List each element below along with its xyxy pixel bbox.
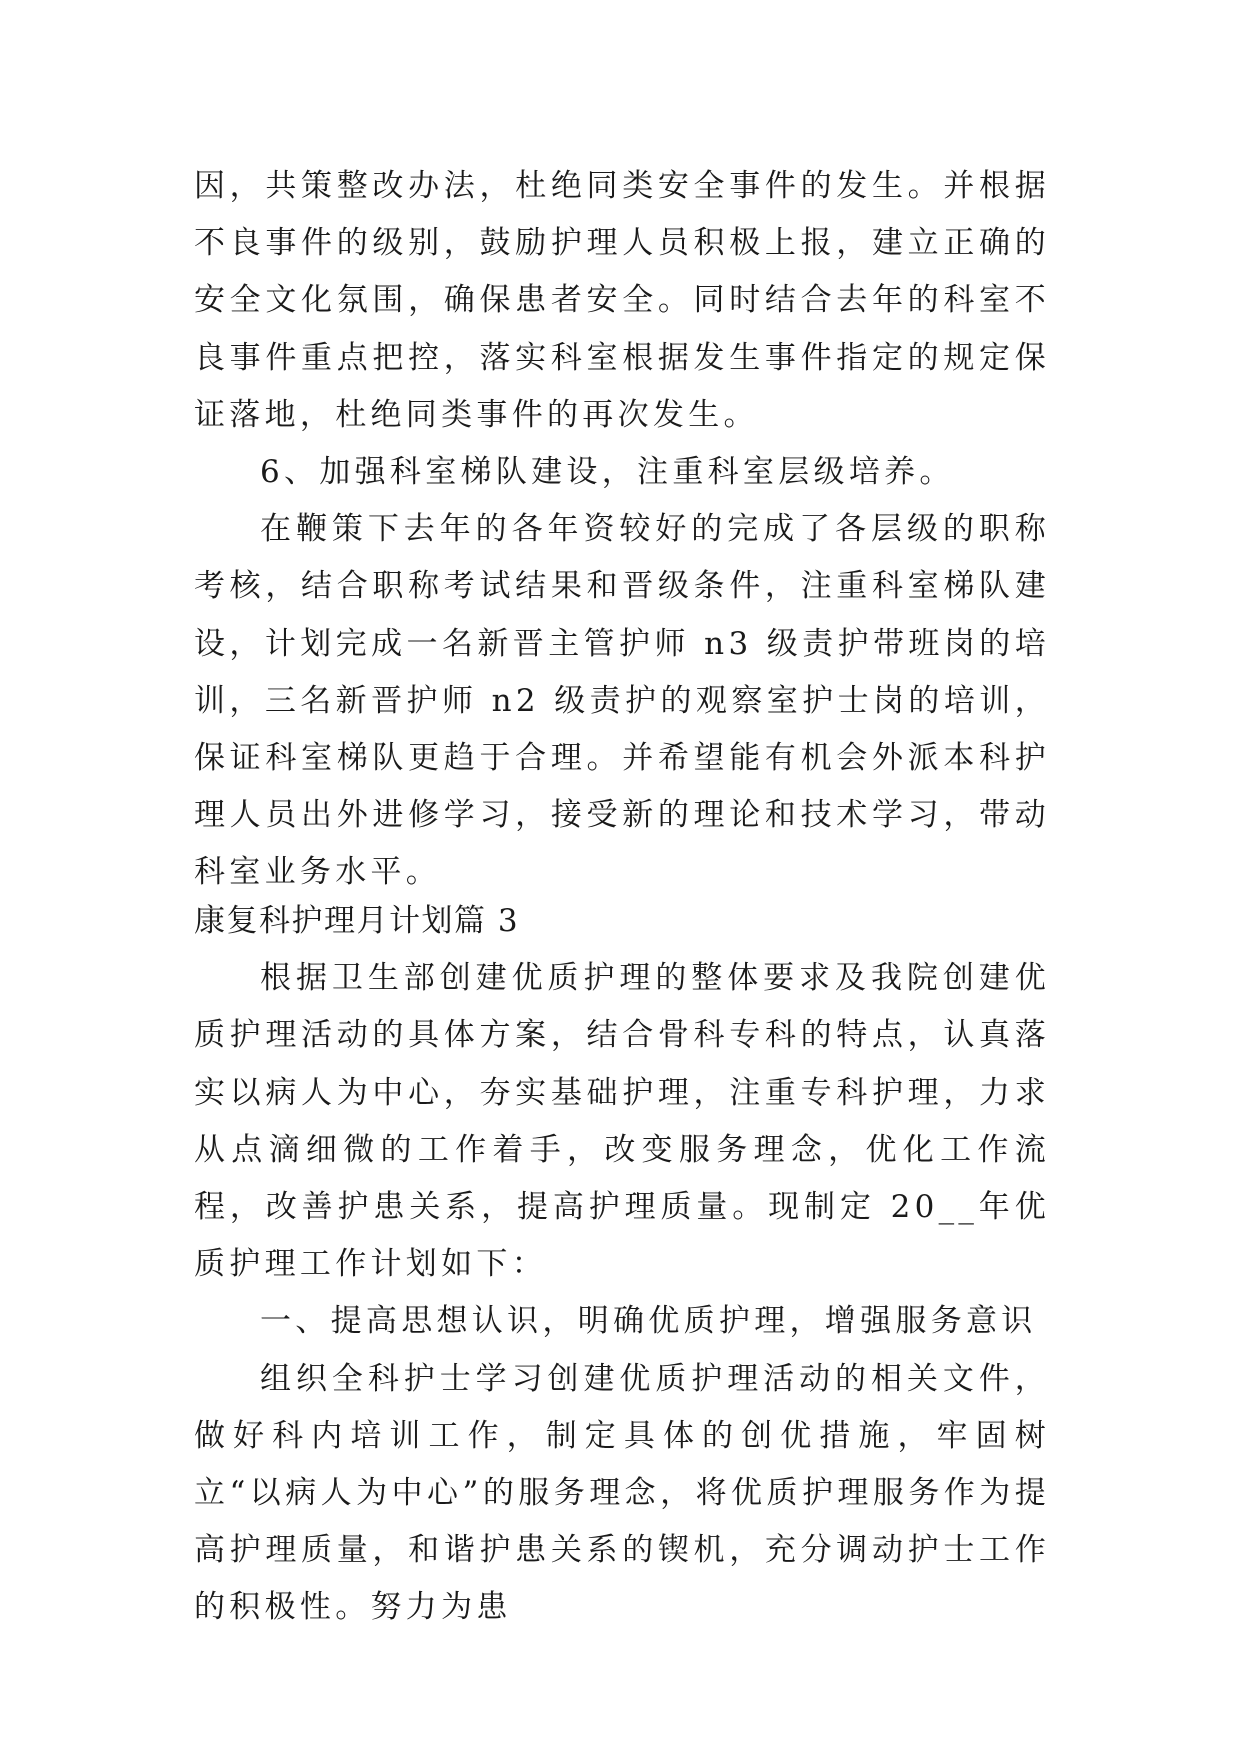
top-text-block (194, 158, 1050, 902)
paragraph-continuation: 因，共策整改办法，杜绝同类安全事件的发生。并根据不良事件的级别，鼓励护理人员积极上报，建立正确的安全文化氛围，确保患者安全。同时结合去年的科室不良事件重点把控，落实科室根据发生事件指定的规定保证落地，杜绝同类事件的再次发生。 (194, 168, 1050, 433)
paragraph-heading-1: 一、提高思想认识，明确优质护理，增强服务意识 (260, 1303, 1037, 1340)
section-title: 康复科护理月计划篇 3 (194, 903, 520, 939)
bottom-text-block (194, 893, 1050, 1637)
paragraph-intro: 根据卫生部创建优质护理的整体要求及我院创建优质护理活动的具体方案，结合骨科专科的特点，认真落实以病人为中心，夯实基础护理，注重专科护理，力求从点滴细微的工作着手，改变服务理念，优化工作流程，改善护患关系，提高护理质量。现制定 20__年优质护理工作计划如下： (194, 960, 1050, 1283)
paragraph-team-building: 在鞭策下去年的各年资较好的完成了各层级的职称考核，结合职称考试结果和晋级条件，注重科室梯队建设，计划完成一名新晋主管护师 n3 级责护带班岗的培训，三名新晋护师 n2 级责护的观察室护士岗的培训，保证科室梯队更趋于合理。并希望能有机会外派本科护理人员出外进修学习，接受新的理论和技术学习，带动科室业务水平。 (194, 511, 1050, 891)
paragraph-heading-6: 6、加强科室梯队建设，注重科室层级培养。 (260, 454, 955, 491)
paragraph-training: 组织全科护士学习创建优质护理活动的相关文件，做好科内培训工作，制定具体的创优措施，牢固树立“以病人为中心”的服务理念，将优质护理服务作为提高护理质量，和谐护患关系的锲机，充分调动护士工作的积极性。努力为患 (194, 1360, 1050, 1626)
